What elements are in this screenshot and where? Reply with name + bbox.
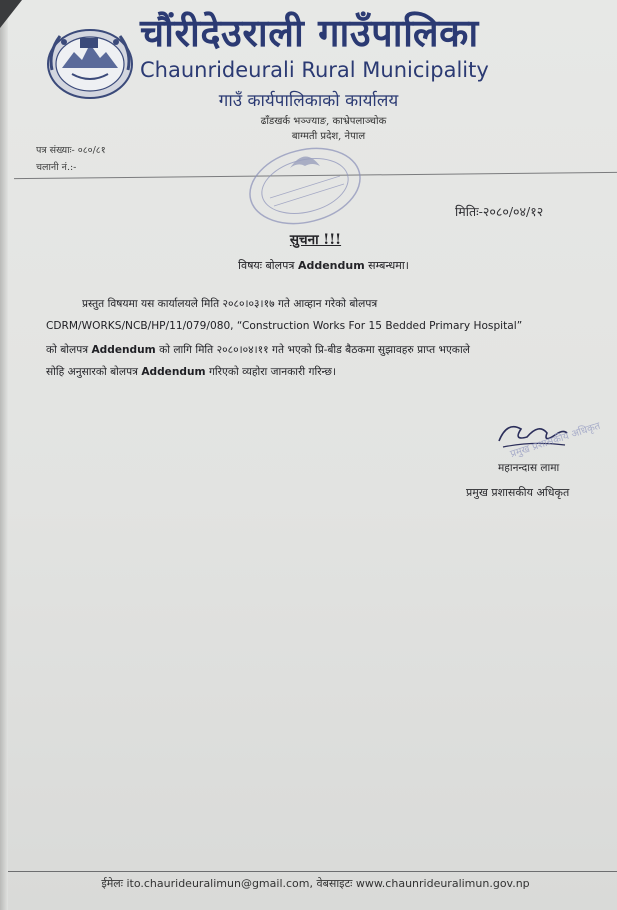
subject-bold: Addendum bbox=[297, 259, 365, 272]
body-line-3-b: को लागि मिति २०८०।०४।११ गते भएको प्रि-बीड बैठकमा सुझावहरु प्राप्त भएकाले bbox=[155, 344, 470, 356]
body-line-3-a: को बोलपत्र bbox=[46, 344, 92, 356]
signatory-name: महानन्दास लामा bbox=[498, 462, 560, 474]
dispatch-number: चलानी नं.:- bbox=[36, 162, 77, 173]
letter-number: पत्र संख्याः- ०८०/८१ bbox=[36, 145, 106, 156]
body-line-4 bbox=[46, 365, 592, 379]
office-name: गाउँ कार्यपालिकाको कार्यालय bbox=[218, 91, 399, 111]
subject-prefix: विषयः बोलपत्र bbox=[238, 259, 298, 272]
body-line-1: प्रस्तुत विषयमा यस कार्यालयले मिति २०८०।०३।१७ गते आव्हान गरेको बोलपत्र bbox=[82, 298, 378, 310]
footer-contact: ईमेलः ito.chaurideuralimun@gmail.com, वेबसाइटः www.chaunrideuralimun.gov.np bbox=[101, 877, 530, 890]
municipality-title-english: Chaunrideurali Rural Municipality bbox=[140, 58, 489, 82]
body-line-2: CDRM/WORKS/NCB/HP/11/079/080, “Construction Works For 15 Bedded Primary Hospital” bbox=[46, 320, 523, 332]
office-seal-stamp bbox=[240, 140, 370, 230]
address-line-1: ढाँडखर्क भञ्ज्याङ, काभ्रेपलाञ्चोक bbox=[260, 116, 387, 127]
body-line-4-bold: Addendum bbox=[141, 366, 206, 378]
footer-divider bbox=[8, 871, 617, 872]
signatory-designation: प्रमुख प्रशासकीय अधिकृत bbox=[466, 486, 570, 499]
subject-line bbox=[0, 258, 617, 273]
notice-heading bbox=[0, 230, 617, 248]
body-line-4-a: सोहि अनुसारको बोलपत्र bbox=[46, 366, 142, 378]
address-line-2: बाग्मती प्रदेश, नेपाल bbox=[291, 131, 366, 142]
notice-title: सुचना !!! bbox=[289, 232, 342, 248]
body-line-3-bold: Addendum bbox=[91, 344, 156, 356]
body-line-4-b: गरिएको व्यहोरा जानकारी गरिन्छ। bbox=[205, 366, 336, 378]
subject-suffix: सम्बन्धमा। bbox=[364, 259, 409, 272]
body-line-3 bbox=[46, 343, 592, 357]
folded-corner bbox=[0, 0, 22, 28]
letter-date: मितिः-२०८०/०४/१२ bbox=[455, 204, 544, 219]
signature-stamp: प्रमुख प्रशासकीय अधिकृत bbox=[509, 420, 602, 461]
municipality-title-nepali: चौंरीदेउराली गाउँपालिका bbox=[140, 11, 479, 55]
